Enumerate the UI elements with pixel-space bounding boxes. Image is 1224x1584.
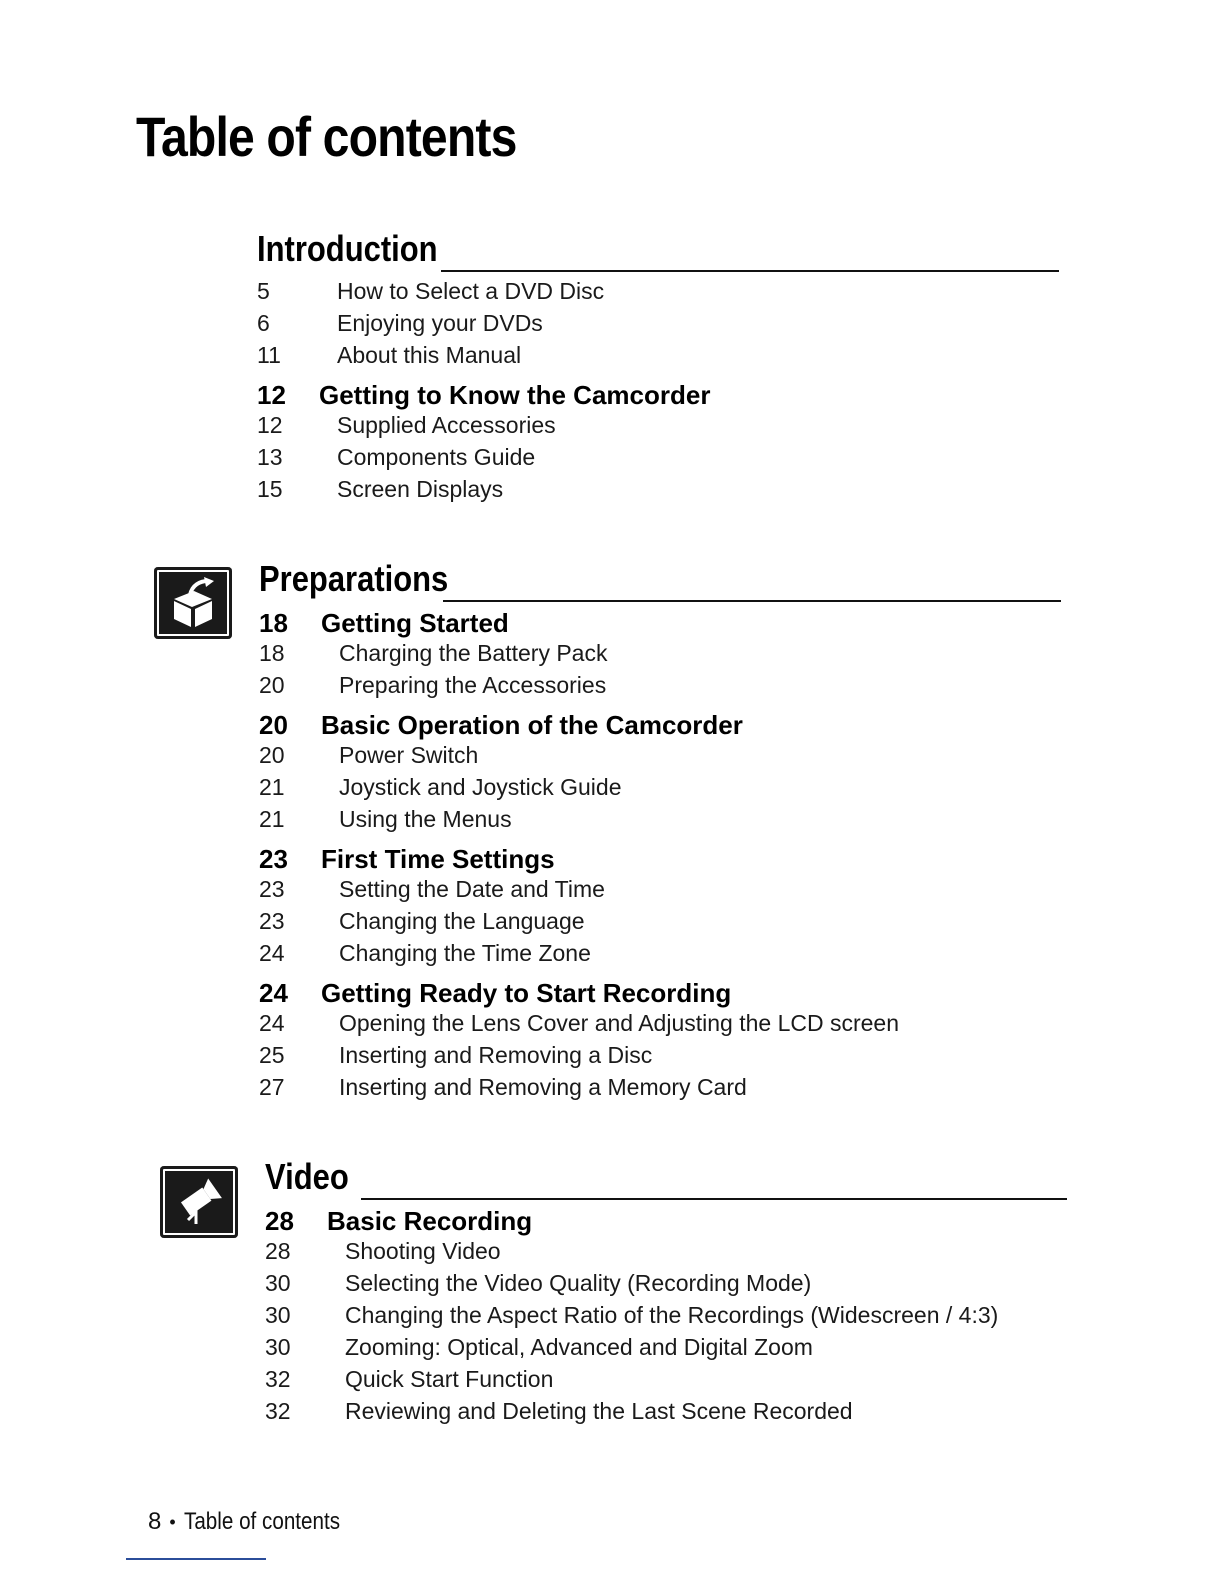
section-header bbox=[265, 1156, 1067, 1204]
toc-entry[interactable] bbox=[259, 806, 1061, 838]
group-page: 18 bbox=[259, 608, 288, 638]
section-introduction bbox=[257, 228, 1059, 508]
entry-page: 25 bbox=[259, 1042, 285, 1068]
entry-title: Shooting Video bbox=[345, 1238, 501, 1264]
entry-title: Inserting and Removing a Disc bbox=[339, 1042, 653, 1068]
toc-entry[interactable] bbox=[259, 876, 1061, 908]
toc-entry[interactable] bbox=[265, 1398, 1067, 1430]
toc-entry[interactable] bbox=[259, 1042, 1061, 1074]
toc-group bbox=[259, 608, 1061, 704]
entry-title: Inserting and Removing a Memory Card bbox=[339, 1074, 747, 1100]
entry-title: Changing the Aspect Ratio of the Recordings (Widescreen / 4:3) bbox=[345, 1302, 999, 1328]
toc-entry[interactable] bbox=[259, 640, 1061, 672]
video-camera-icon bbox=[160, 1166, 238, 1238]
section-title: Video bbox=[265, 1156, 349, 1197]
toc-group bbox=[257, 278, 1059, 374]
section-header bbox=[259, 558, 1061, 606]
entry-page: 27 bbox=[259, 1074, 285, 1100]
entry-title: Using the Menus bbox=[339, 806, 512, 832]
entry-title: Quick Start Function bbox=[345, 1366, 554, 1392]
toc-entry[interactable] bbox=[259, 908, 1061, 940]
entry-title: Screen Displays bbox=[337, 476, 504, 502]
section-title: Preparations bbox=[259, 558, 449, 599]
toc-group bbox=[259, 978, 1061, 1106]
toc-group bbox=[257, 380, 1059, 508]
entry-page: 28 bbox=[265, 1238, 291, 1264]
entry-title: Supplied Accessories bbox=[337, 412, 556, 438]
entry-title: How to Select a DVD Disc bbox=[337, 278, 605, 304]
section-rule bbox=[441, 270, 1059, 272]
group-heading[interactable] bbox=[259, 978, 1061, 1010]
entry-title: Changing the Time Zone bbox=[339, 940, 591, 966]
footer-page-number: 8 bbox=[148, 1508, 162, 1535]
section-preparations bbox=[259, 558, 1061, 1106]
entry-title: Setting the Date and Time bbox=[339, 876, 605, 902]
toc-entry[interactable] bbox=[265, 1270, 1067, 1302]
entry-title: Components Guide bbox=[337, 444, 536, 470]
entry-page: 24 bbox=[259, 1010, 285, 1036]
entry-page: 32 bbox=[265, 1366, 291, 1392]
group-heading[interactable] bbox=[257, 380, 1059, 412]
footer-bullet: • bbox=[169, 1511, 176, 1532]
group-title: First Time Settings bbox=[321, 844, 555, 874]
group-page: 24 bbox=[259, 978, 288, 1008]
group-page: 20 bbox=[259, 710, 288, 740]
group-heading[interactable] bbox=[259, 844, 1061, 876]
entry-page: 30 bbox=[265, 1334, 291, 1360]
entry-title: Zooming: Optical, Advanced and Digital Zoom bbox=[345, 1334, 813, 1360]
entry-page: 24 bbox=[259, 940, 285, 966]
group-title: Getting Started bbox=[321, 608, 509, 638]
entry-page: 18 bbox=[259, 640, 285, 666]
footer-title: Table of contents bbox=[183, 1508, 340, 1535]
entry-page: 20 bbox=[259, 742, 285, 768]
toc-entry[interactable] bbox=[257, 412, 1059, 444]
entry-page: 23 bbox=[259, 876, 285, 902]
page-title: Table of contents bbox=[136, 105, 517, 168]
preparations-box-icon bbox=[154, 567, 232, 639]
toc-entry[interactable] bbox=[265, 1302, 1067, 1334]
entry-page: 5 bbox=[257, 278, 270, 304]
entry-title: Charging the Battery Pack bbox=[339, 640, 608, 666]
toc-entry[interactable] bbox=[257, 310, 1059, 342]
group-page: 23 bbox=[259, 844, 288, 874]
toc-entry[interactable] bbox=[259, 1010, 1061, 1042]
group-page: 28 bbox=[265, 1206, 294, 1236]
group-title: Basic Recording bbox=[327, 1206, 533, 1236]
group-title: Basic Operation of the Camcorder bbox=[321, 710, 743, 740]
entry-page: 32 bbox=[265, 1398, 291, 1424]
toc-entry[interactable] bbox=[257, 278, 1059, 310]
footer-rule bbox=[126, 1558, 266, 1560]
entry-title: Selecting the Video Quality (Recording Mode) bbox=[345, 1270, 812, 1296]
section-video bbox=[265, 1156, 1067, 1430]
entry-title: Reviewing and Deleting the Last Scene Recorded bbox=[345, 1398, 853, 1424]
entry-page: 30 bbox=[265, 1302, 291, 1328]
group-title: Getting Ready to Start Recording bbox=[321, 978, 732, 1008]
toc-entry[interactable] bbox=[265, 1366, 1067, 1398]
toc-entry[interactable] bbox=[257, 342, 1059, 374]
entry-title: Changing the Language bbox=[339, 908, 585, 934]
group-heading[interactable] bbox=[259, 710, 1061, 742]
entry-page: 30 bbox=[265, 1270, 291, 1296]
entry-page: 21 bbox=[259, 774, 285, 800]
entry-title: Opening the Lens Cover and Adjusting the LCD screen bbox=[339, 1010, 900, 1036]
toc-entry[interactable] bbox=[265, 1334, 1067, 1366]
toc-group bbox=[259, 844, 1061, 972]
toc-entry[interactable] bbox=[259, 1074, 1061, 1106]
entry-title: Power Switch bbox=[339, 742, 479, 768]
group-page: 12 bbox=[257, 380, 286, 410]
group-heading[interactable] bbox=[265, 1206, 1067, 1238]
section-title: Introduction bbox=[257, 228, 438, 269]
toc-entry[interactable] bbox=[259, 742, 1061, 774]
entry-page: 13 bbox=[257, 444, 283, 470]
section-rule bbox=[443, 600, 1061, 602]
entry-page: 6 bbox=[257, 310, 270, 336]
entry-page: 21 bbox=[259, 806, 285, 832]
entry-title: About this Manual bbox=[337, 342, 522, 368]
group-heading[interactable] bbox=[259, 608, 1061, 640]
section-header bbox=[257, 228, 1059, 276]
entry-page: 15 bbox=[257, 476, 283, 502]
entry-title: Joystick and Joystick Guide bbox=[339, 774, 622, 800]
toc-group bbox=[259, 710, 1061, 838]
entry-title: Enjoying your DVDs bbox=[337, 310, 543, 336]
toc-group bbox=[265, 1206, 1067, 1430]
toc-entry[interactable] bbox=[259, 940, 1061, 972]
entry-page: 11 bbox=[257, 342, 281, 368]
toc-entry[interactable] bbox=[259, 774, 1061, 806]
group-title: Getting to Know the Camcorder bbox=[319, 380, 711, 410]
entry-title: Preparing the Accessories bbox=[339, 672, 607, 698]
entry-page: 23 bbox=[259, 908, 285, 934]
entry-page: 12 bbox=[257, 412, 283, 438]
toc-entry[interactable] bbox=[259, 672, 1061, 704]
entry-page: 20 bbox=[259, 672, 285, 698]
toc-entry[interactable] bbox=[257, 444, 1059, 476]
page-footer bbox=[148, 1508, 365, 1536]
toc-entry[interactable] bbox=[257, 476, 1059, 508]
section-rule bbox=[361, 1198, 1067, 1200]
toc-entry[interactable] bbox=[265, 1238, 1067, 1270]
